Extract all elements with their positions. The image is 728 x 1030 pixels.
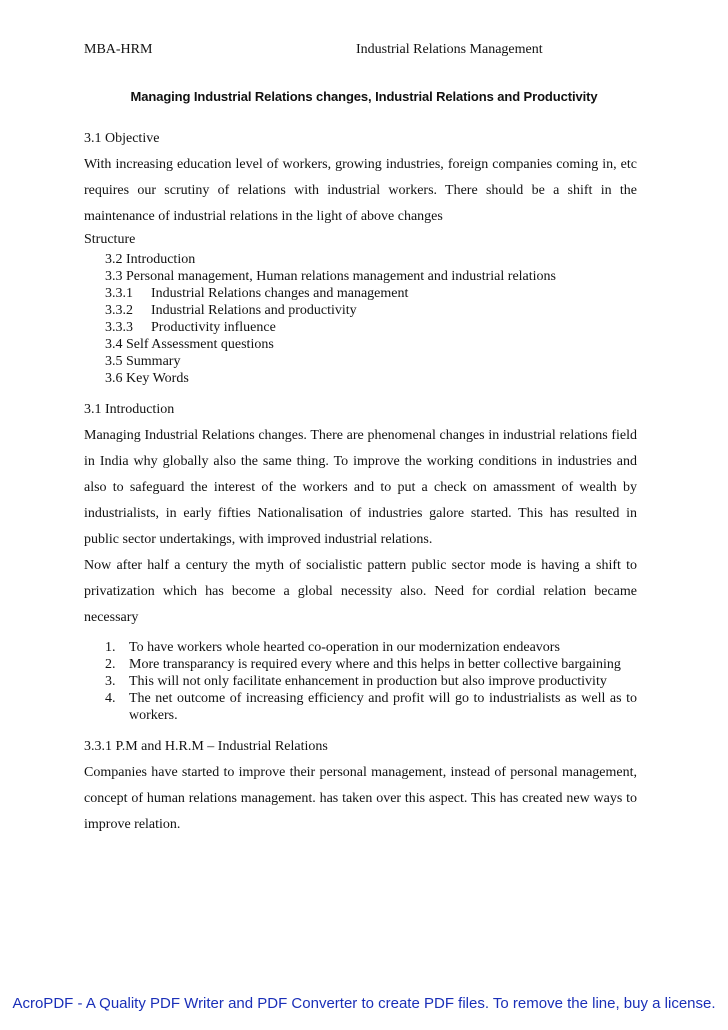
introduction-paragraph-2: Now after half a century the myth of socialistic pattern public sector mode is having a shift to privatization which has become a global necessity also. Need for cordial relation became necessary — [84, 558, 637, 625]
structure-sub-item — [105, 319, 637, 336]
structure-item: 3.3 Personal management, Human relations management and industrial relations — [105, 269, 556, 284]
numbered-list — [105, 639, 637, 724]
structure-heading: Structure — [84, 232, 136, 247]
sub-item-label: Industrial Relations changes and management — [151, 286, 409, 301]
header-course: MBA-HRM — [84, 42, 153, 57]
document-title: Managing Industrial Relations changes, Industrial Relations and Productivity — [130, 89, 598, 104]
list-item-number: 1. — [105, 640, 116, 655]
objective-text: With increasing education level of workers, growing industries, foreign companies coming in, etc requires our scrutiny of relations with industrial workers. There should be a shift in the maintenance of industrial relations in the light of above changes — [84, 157, 637, 224]
section-331-heading: 3.3.1 P.M and H.R.M – Industrial Relations — [84, 739, 328, 754]
structure-sub-item — [105, 302, 637, 319]
structure-item: 3.4 Self Assessment questions — [105, 337, 274, 352]
structure-item: 3.2 Introduction — [105, 252, 196, 267]
list-item-number: 2. — [105, 657, 116, 672]
list-item-text: To have workers whole hearted co-operation in our modernization endeavors — [129, 640, 560, 655]
structure-sub-item — [105, 285, 637, 302]
list-item — [105, 673, 637, 690]
header-subject: Industrial Relations Management — [356, 42, 543, 57]
introduction-paragraph-1: Managing Industrial Relations changes. There are phenomenal changes in industrial relations field in India why globally also the same thing. To improve the working conditions in industries and also to safeguard the interest of the workers and to put a check on amassment of wealth by industrialists, in early fifties Nationalisation of industries galore started. This has resulted in public sector undertakings, with improved industrial relations. — [84, 428, 637, 547]
list-item-number: 4. — [105, 691, 116, 706]
introduction-heading: 3.1 Introduction — [84, 402, 175, 417]
section-331-text: Companies have started to improve their personal management, instead of personal management, concept of human relations management. has taken over this aspect. This has created new ways to improve relation. — [84, 765, 637, 832]
sub-item-number: 3.3.1 — [105, 286, 133, 301]
list-item-text: This will not only facilitate enhancement in production but also improve productivity — [129, 674, 607, 689]
list-item — [105, 656, 637, 673]
sub-item-label: Productivity influence — [151, 320, 276, 335]
objective-heading: 3.1 Objective — [84, 131, 160, 146]
sub-item-number: 3.3.2 — [105, 303, 133, 318]
structure-list — [105, 251, 637, 387]
structure-item: 3.6 Key Words — [105, 371, 189, 386]
structure-item: 3.5 Summary — [105, 354, 181, 369]
list-item-text: The net outcome of increasing efficiency and profit will go to industrialists as well as to workers. — [129, 691, 637, 723]
list-item — [105, 639, 637, 656]
converter-watermark: AcroPDF - A Quality PDF Writer and PDF Converter to create PDF files. To remove the line, buy a license. — [12, 995, 716, 1012]
sub-item-label: Industrial Relations and productivity — [151, 303, 357, 318]
sub-item-number: 3.3.3 — [105, 320, 133, 335]
document-body — [84, 130, 637, 838]
list-item-number: 3. — [105, 674, 116, 689]
list-item — [105, 690, 637, 724]
list-item-text: More transparancy is required every where and this helps in better collective bargaining — [129, 657, 621, 672]
